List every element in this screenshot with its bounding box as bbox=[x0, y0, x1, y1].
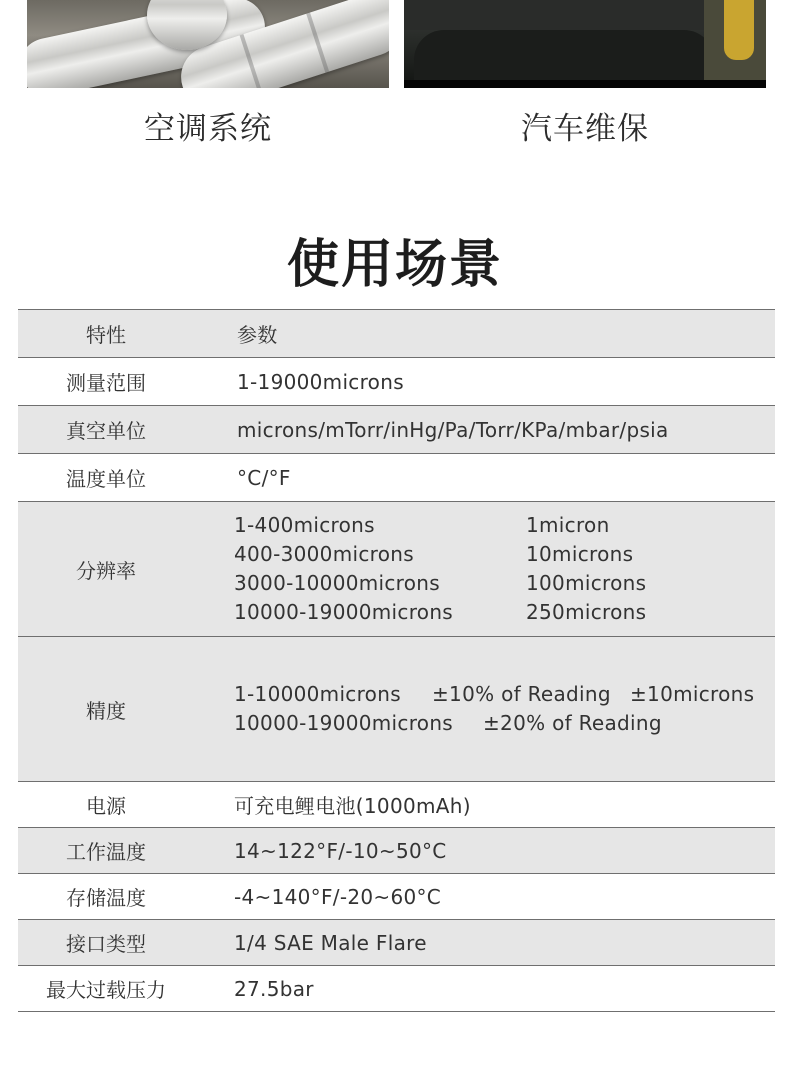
table-row-storage-temp bbox=[18, 874, 775, 920]
row-value: 1-19000microns bbox=[237, 369, 404, 394]
row-value: 1/4 SAE Male Flare bbox=[234, 930, 427, 955]
resolution-grid bbox=[234, 514, 775, 624]
resolution-range: 3000-10000microns bbox=[234, 571, 440, 595]
row-label: 电源 bbox=[86, 794, 126, 818]
row-value: 27.5bar bbox=[234, 976, 314, 1001]
resolution-step: 100microns bbox=[526, 571, 647, 595]
table-row-max-overload bbox=[18, 966, 775, 1012]
row-value bbox=[194, 680, 775, 738]
row-value: 可充电鲤电池(1000mAh) bbox=[234, 794, 471, 818]
table-row-resolution bbox=[18, 502, 775, 637]
table-row-power bbox=[18, 782, 775, 828]
table-row-measure-range bbox=[18, 358, 775, 406]
header-label: 特性 bbox=[86, 323, 126, 347]
row-value: microns/mTorr/inHg/Pa/Torr/KPa/mbar/psia bbox=[237, 417, 669, 442]
table-header-row bbox=[18, 310, 775, 358]
row-label: 真空单位 bbox=[66, 419, 146, 443]
row-label: 工作温度 bbox=[66, 840, 146, 864]
shadow-strip bbox=[404, 80, 766, 88]
duct-band bbox=[306, 13, 329, 73]
row-value: -4~140°F/-20~60°C bbox=[234, 884, 442, 909]
row-label: 最大过载压力 bbox=[46, 978, 166, 1002]
header-value: 参数 bbox=[237, 323, 278, 347]
duct-band bbox=[240, 34, 263, 88]
row-label: 温度单位 bbox=[66, 467, 146, 491]
row-label: 接口类型 bbox=[66, 932, 146, 956]
accuracy-percent: ±20% of Reading bbox=[483, 711, 662, 735]
row-label: 测量范围 bbox=[66, 371, 146, 395]
row-value: 14~122°F/-10~50°C bbox=[234, 838, 447, 863]
scene-caption-left: 空调系统 bbox=[144, 111, 272, 147]
spec-table bbox=[18, 309, 775, 1012]
accuracy-extra: ±10microns bbox=[630, 682, 755, 706]
car-maintenance-photo bbox=[404, 0, 766, 88]
air-conditioning-photo bbox=[27, 0, 389, 88]
section-title: 使用场景 bbox=[286, 235, 503, 295]
table-row-accuracy bbox=[18, 637, 775, 782]
resolution-range: 1-400microns bbox=[234, 513, 375, 537]
table-row-connector bbox=[18, 920, 775, 966]
scene-caption-right: 汽车维保 bbox=[521, 111, 649, 147]
row-value: °C/°F bbox=[237, 465, 291, 490]
table-row-temp-units bbox=[18, 454, 775, 502]
resolution-range: 400-3000microns bbox=[234, 542, 414, 566]
accuracy-percent: ±10% of Reading bbox=[432, 682, 611, 706]
accuracy-line bbox=[234, 680, 775, 709]
accuracy-range: 1-10000microns bbox=[234, 682, 401, 706]
resolution-step: 10microns bbox=[526, 542, 634, 566]
row-label: 精度 bbox=[86, 698, 126, 723]
table-row-operating-temp bbox=[18, 828, 775, 874]
accuracy-range: 10000-19000microns bbox=[234, 711, 454, 735]
resolution-step: 250microns bbox=[526, 600, 647, 624]
resolution-range: 10000-19000microns bbox=[234, 600, 454, 624]
glove bbox=[724, 0, 754, 60]
resolution-step: 1micron bbox=[526, 513, 610, 537]
row-label: 分辨率 bbox=[76, 558, 136, 583]
row-value bbox=[194, 514, 775, 624]
row-label: 存储温度 bbox=[66, 886, 146, 910]
table-row-vacuum-units bbox=[18, 406, 775, 454]
accuracy-line bbox=[234, 709, 775, 738]
